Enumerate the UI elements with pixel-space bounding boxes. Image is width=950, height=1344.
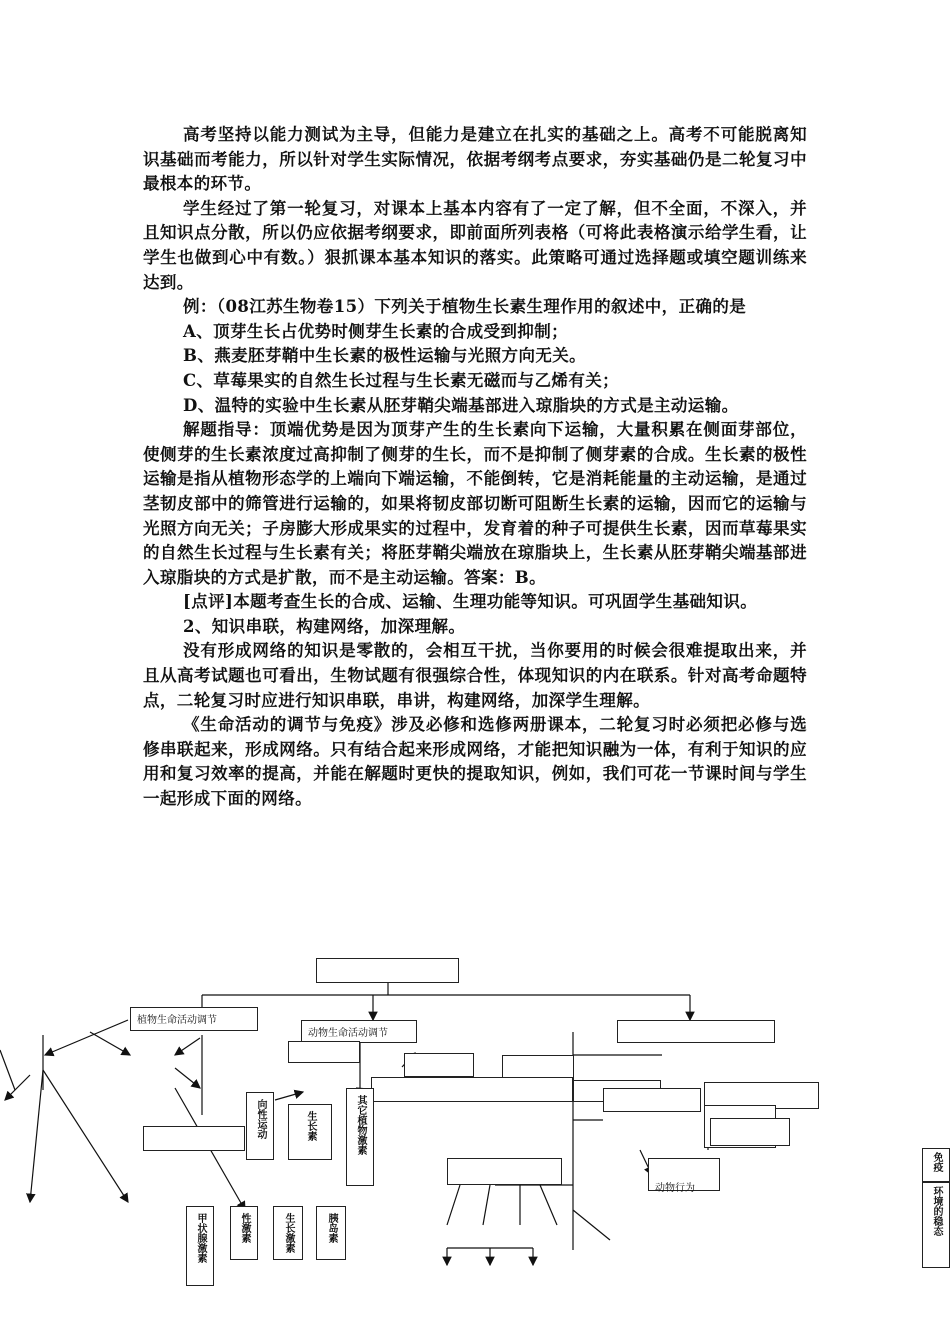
option-a: A、顶芽生长占优势时侧芽生长素的合成受到抑制； <box>183 321 569 341</box>
course-paragraph: 《生命活动的调节与免疫》涉及必修和选修两册课本，二轮复习时必须把必修与选修串联起来，形成网络。只有结合起来形成网络，才能把知识融为一体，有利于知识的应用和复习效率的提高，并能在解题时更快的提取知识，例如，我们可花一节课时间与学生一起形成下面的网络。 <box>143 715 807 809</box>
animal-regulation-box: 动物生命活动调节 <box>301 1020 417 1043</box>
blank-box-10 <box>143 1126 245 1151</box>
network-paragraph: 没有形成网络的知识是零散的，会相互干扰，当你要用的时候会很难提取出来，并且从高考试题也可看出，生物试题有很强综合性，体现知识的内在联系。针对高考命题特点，二轮复习时应进行知识串联，串讲，构建网络，加深学生理解。 <box>143 641 807 710</box>
blank-box-2 <box>617 1020 775 1043</box>
blank-box-9 <box>710 1118 790 1146</box>
option-c: C、草莓果实的自然生长过程与生长素无磁而与乙烯有关； <box>183 370 620 390</box>
main-text <box>143 123 807 812</box>
sex-hormone-box: 性激素 <box>230 1206 258 1260</box>
hormone-box <box>447 1158 562 1185</box>
comment: [点评]本题考查生长的合成、运输、生理功能等知识。可巩固学生基础知识。 <box>183 592 758 612</box>
knowledge-network-diagram <box>0 940 950 1340</box>
insulin-box: 胰岛素 <box>316 1206 346 1260</box>
solution-guide: 解题指导：顶端优势是因为顶芽产生的生长素向下运输，大量积累在侧面芽部位，使侧芽的生长素浓度过高抑制了侧芽的生长，而不是抑制了侧芽素的合成。生长素的极性运输是指从植物形态学的上端向下端运输，不能倒转，它是消耗能量的主动运输，是通过茎韧皮部中的筛管进行运输的，如果将韧皮部切断可阻断生长素的运输，因而它的运输与光照方向无关；子房膨大形成果实的过程中，发育着的种子可提供生长素，因而草莓果实的自然生长过程与生长素有关；将胚芽鞘尖端放在琼脂块上，生长素从胚芽鞘尖端基部进入琼脂块的方式是扩散，而不是主动运输。答案：B。 <box>143 420 807 587</box>
blank-box-6 <box>603 1088 701 1112</box>
example-question: 例：（08江苏生物卷15）下列关于植物生长素生理作用的叙述中，正确的是 <box>183 297 747 317</box>
tropism-box: 向性运动 <box>246 1092 274 1160</box>
section-2-title: 2、知识串联，构建网络，加深理解。 <box>183 616 466 636</box>
blank-box-3 <box>404 1053 474 1077</box>
auxin-box: 生长素 <box>288 1104 332 1160</box>
other-hormones-box: 其它植物激素 <box>346 1088 374 1186</box>
intro-paragraph: 高考坚持以能力测试为主导，但能力是建立在扎实的基础之上。高考不可能脱离知识基础而考能力，所以针对学生实际情况，依据考纲考点要求，夯实基础仍是二轮复习中最根本的环节。 <box>143 125 807 194</box>
option-b: B、燕麦胚芽鞘中生长素的极性运输与光照方向无关。 <box>183 346 587 366</box>
blank-box-4 <box>371 1077 573 1102</box>
thyroid-box: 甲状腺激素 <box>186 1206 214 1286</box>
homeostasis-box: 环境的稳态 <box>922 1182 950 1268</box>
plant-regulation-box: 植物生命活动调节 <box>130 1007 258 1031</box>
growth-hormone-box: 生长激素 <box>273 1206 303 1260</box>
option-d: D、温特的实验中生长素从胚芽鞘尖端基部进入琼脂块的方式是主动运输。 <box>183 395 739 415</box>
animal-behavior-box: 动物行为 <box>648 1158 720 1191</box>
root-box <box>316 958 459 983</box>
immunity-box: 免疫 <box>922 1148 950 1182</box>
review-paragraph: 学生经过了第一轮复习，对课本上基本内容有了一定了解，但不全面，不深入，并且知识点分散，所以仍应依据考纲要求，即前面所列表格（可将此表格演示给学生看，让学生也做到心中有数。）狠抓课本基本知识的落实。此策略可通过选择题或填空题训练来达到。 <box>143 198 807 292</box>
blank-box-1 <box>288 1041 360 1063</box>
